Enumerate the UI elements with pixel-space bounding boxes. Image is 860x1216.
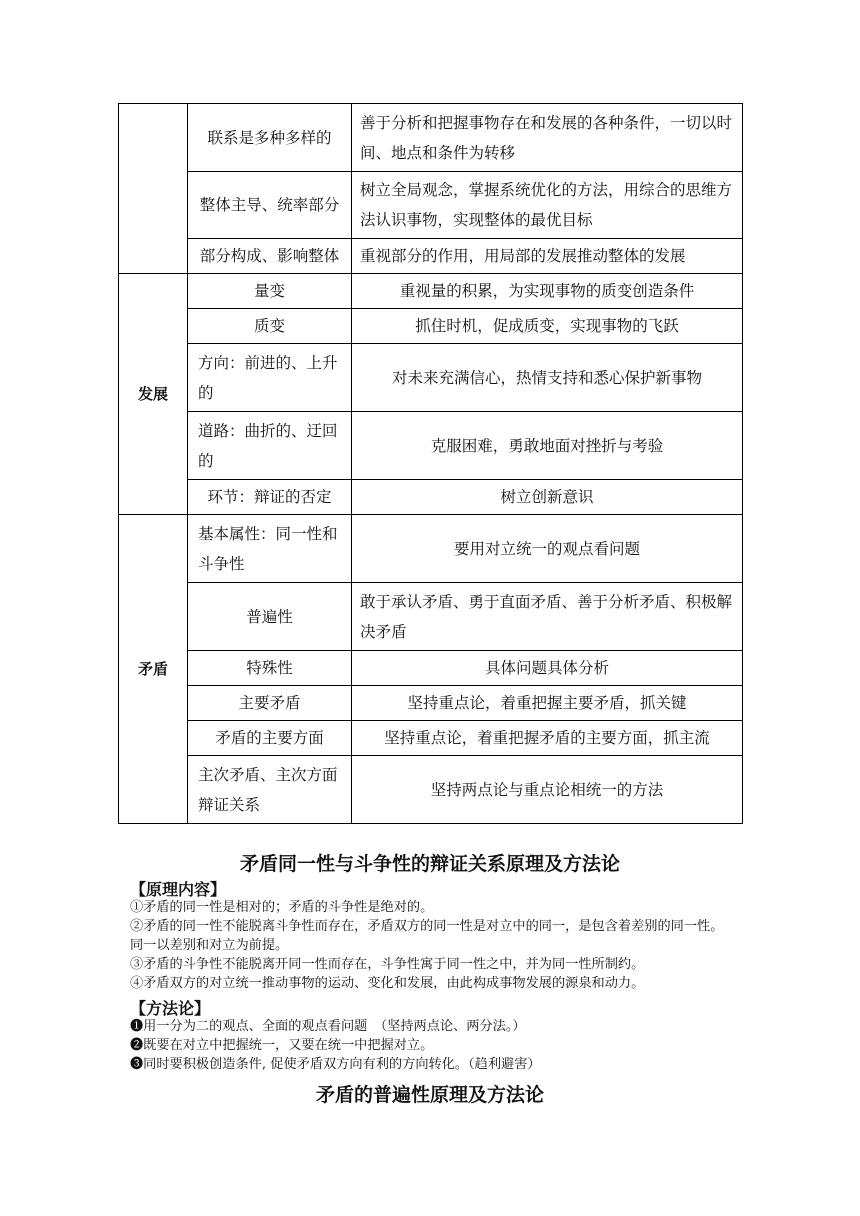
topic-cell: 主次矛盾、主次方面辩证关系	[188, 756, 352, 824]
method-cell: 树立全局观念，掌握系统优化的方法，用综合的思维方法认识事物，实现整体的最优目标	[352, 172, 743, 239]
topic-cell: 特殊性	[188, 651, 352, 686]
method-cell: 重视部分的作用，用局部的发展推动整体的发展	[352, 239, 743, 274]
method-cell: 树立创新意识	[352, 480, 743, 515]
category-cell: 发展	[119, 274, 188, 515]
table-row	[119, 756, 743, 824]
topic-cell: 环节：辩证的否定	[188, 480, 352, 515]
method-cell: 重视量的积累，为实现事物的质变创造条件	[352, 274, 743, 309]
method-cell: 对未来充满信心，热情支持和悉心保护新事物	[352, 344, 743, 412]
method-cell: 具体问题具体分析	[352, 651, 743, 686]
topic-cell: 方向：前进的、上升的	[188, 344, 352, 412]
topic-cell: 普遍性	[188, 583, 352, 651]
principle-heading: 【原理内容】	[130, 880, 227, 899]
topic-cell: 基本属性：同一性和斗争性	[188, 515, 352, 583]
principle-item: ③矛盾的斗争性不能脱离开同一性而存在，斗争性寓于同一性之中，并为同一性所制约。	[130, 957, 645, 972]
table-row	[119, 651, 743, 686]
topic-cell: 部分构成、影响整体	[188, 239, 352, 274]
method-cell: 坚持重点论，着重把握矛盾的主要方面，抓主流	[352, 721, 743, 756]
method-item: ❸同时要积极创造条件, 促使矛盾双方向有利的方向转化。（趋利避害）	[130, 1057, 541, 1072]
topic-cell: 整体主导、统率部分	[188, 172, 352, 239]
table-row	[119, 104, 743, 172]
table-row	[119, 721, 743, 756]
principle-item: ④矛盾双方的对立统一推动事物的运动、变化和发展，由此构成事物发展的源泉和动力。	[130, 976, 645, 991]
section-title: 矛盾同一性与斗争性的辩证关系原理及方法论	[239, 853, 620, 875]
method-cell: 敢于承认矛盾、勇于直面矛盾、善于分析矛盾、积极解决矛盾	[352, 583, 743, 651]
table-row	[119, 515, 743, 583]
principle-item: ②矛盾的同一性不能脱离斗争性而存在，矛盾双方的同一性是对立中的同一，是包含着差别的同一性。同一以差别和对立为前提。	[130, 919, 724, 953]
topic-cell: 道路：曲折的、迂回的	[188, 412, 352, 480]
topic-cell: 量变	[188, 274, 352, 309]
category-cell-empty	[119, 104, 188, 274]
method-cell: 抓住时机，促成质变，实现事物的飞跃	[352, 309, 743, 344]
method-cell: 善于分析和把握事物存在和发展的各种条件，一切以时间、地点和条件为转移	[352, 104, 743, 172]
method-cell: 坚持两点论与重点论相统一的方法	[352, 756, 743, 824]
table-row	[119, 583, 743, 651]
table-row	[119, 344, 743, 412]
table-row	[119, 412, 743, 480]
category-cell: 矛盾	[119, 515, 188, 824]
topic-cell: 联系是多种多样的	[188, 104, 352, 172]
section-title: 矛盾的普遍性原理及方法论	[315, 1084, 544, 1106]
method-list	[130, 1017, 735, 1074]
topic-cell: 矛盾的主要方面	[188, 721, 352, 756]
method-cell: 要用对立统一的观点看问题	[352, 515, 743, 583]
method-cell: 克服困难，勇敢地面对挫折与考验	[352, 412, 743, 480]
methodology-table	[118, 103, 743, 824]
principle-item: ①矛盾的同一性是相对的；矛盾的斗争性是绝对的。	[130, 900, 434, 915]
principle-list	[130, 898, 735, 993]
method-heading: 【方法论】	[130, 999, 211, 1018]
table-row	[119, 309, 743, 344]
table-row	[119, 172, 743, 239]
method-cell: 坚持重点论，着重把握主要矛盾，抓关键	[352, 686, 743, 721]
table-row	[119, 686, 743, 721]
table-row	[119, 480, 743, 515]
method-item: ❷既要在对立中把握统一，又要在统一中把握对立。	[130, 1038, 434, 1053]
topic-cell: 质变	[188, 309, 352, 344]
table-row	[119, 239, 743, 274]
topic-cell: 主要矛盾	[188, 686, 352, 721]
table-row	[119, 274, 743, 309]
method-item: ❶用一分为二的观点、全面的观点看问题 （坚持两点论、两分法。）	[130, 1019, 526, 1034]
